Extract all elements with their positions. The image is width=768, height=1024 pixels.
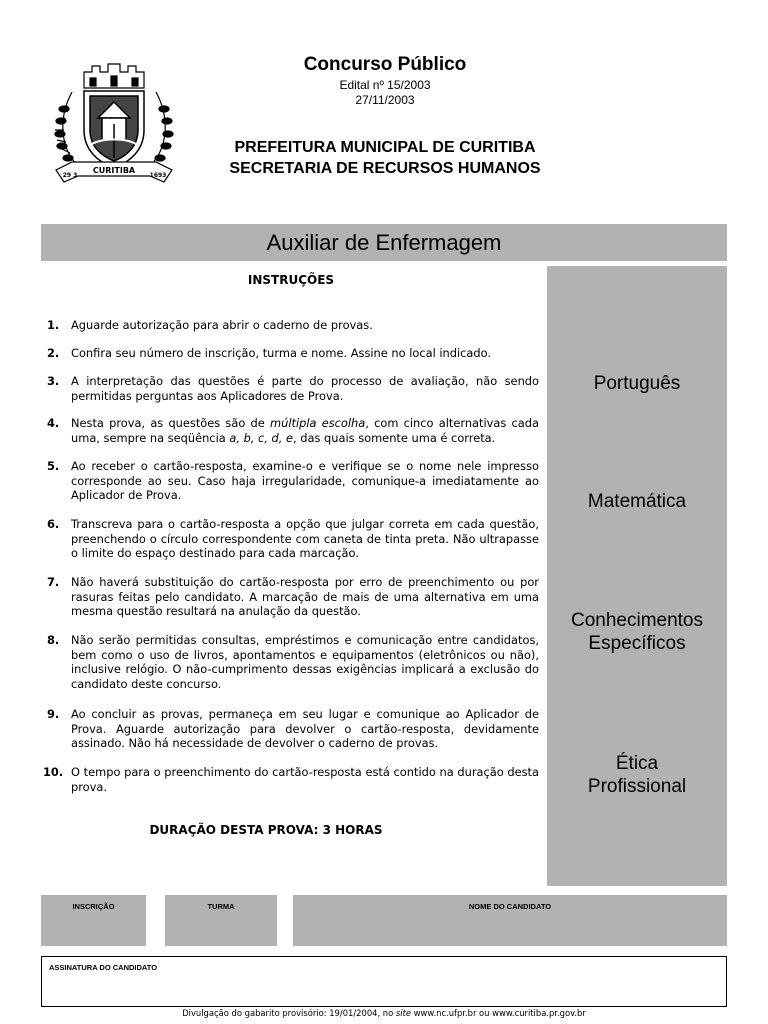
- instruction-number: 9.: [47, 707, 60, 721]
- exam-duration: DURAÇÃO DESTA PROVA: 3 HORAS: [149, 823, 383, 837]
- instruction-number: 8.: [47, 633, 60, 647]
- mural-crown: [84, 64, 144, 88]
- instruction-text-emphasis: a, b, c, d, e: [229, 430, 294, 445]
- organization-line-2: SECRETARIA DE RECURSOS HUMANOS: [229, 160, 541, 177]
- ribbon-text: CURITIBA: [92, 166, 136, 175]
- signature-box[interactable]: [41, 956, 727, 1007]
- instruction-number: 3.: [47, 374, 60, 388]
- instruction-text: Ao receber o cartão-resposta, examine-o e verifique se o nome nele impresso corresponde ao seu. Caso haja irregularidade, comunique-a imediatamente ao Aplicador de Prova.: [71, 459, 539, 502]
- subject-label: Profissional: [587, 776, 687, 797]
- instruction-text: Transcreva para o cartão-resposta a opção que julgar correta em cada questão, preenchendo o círculo correspondente com caneta de tinta preta. Não ultrapasse o limite do espaço destinado para cada marcação.: [71, 517, 539, 560]
- subject-label: Matemática: [587, 491, 687, 512]
- subject-etica-profissional: [547, 752, 727, 798]
- instructions-title: INSTRUÇÕES: [247, 273, 335, 287]
- position-title-banner: Auxiliar de Enfermagem: [41, 224, 727, 261]
- instruction-number: 10.: [43, 765, 64, 779]
- instruction-text-part: Nesta prova, as questões são de: [71, 416, 270, 430]
- subjects-panel: [547, 266, 727, 886]
- instruction-text: O tempo para o preenchimento do cartão-resposta está contido na duração desta prova.: [71, 765, 539, 794]
- instruction-number: 1.: [47, 318, 60, 332]
- subject-matematica: [547, 490, 727, 513]
- organization-line-1: PREFEITURA MUNICIPAL DE CURITIBA: [234, 139, 536, 156]
- edital-number: Edital nº 15/2003: [339, 78, 431, 92]
- instruction-text: Aguarde autorização para abrir o caderno de provas.: [71, 318, 373, 332]
- contest-title: Concurso Público: [303, 54, 467, 75]
- instruction-text: Confira seu número de inscrição, turma e nome. Assine no local indicado.: [71, 346, 492, 360]
- subject-conhecimentos-especificos: [547, 609, 727, 655]
- instruction-text-emphasis: múltipla escolha: [270, 416, 366, 430]
- instruction-number: 5.: [47, 459, 60, 473]
- footer-notice: [41, 1008, 727, 1018]
- laurel-left: [55, 92, 78, 166]
- instruction-text: Ao concluir as provas, permaneça em seu lugar e comunique ao Aplicador de Prova. Aguarde autorização para devolver o cartão-resposta, devidamente assinado. Não há necessidade de devolver o caderno de provas.: [71, 707, 539, 750]
- instruction-number: 6.: [47, 517, 60, 531]
- candidate-name-field[interactable]: [293, 895, 727, 946]
- turma-field[interactable]: [165, 895, 277, 946]
- instruction-text: Não haverá substituição do cartão-resposta por erro de preenchimento ou por rasuras feitas pelo candidato. A marcação de mais de uma alternativa em uma mesma questão resultará na anulação da questão.: [71, 575, 539, 618]
- turma-label: TURMA: [207, 902, 235, 911]
- edital-date: 27/11/2003: [355, 93, 415, 107]
- instruction-text: A interpretação das questões é parte do processo de avaliação, não sendo permitidas perguntas aos Aplicadores de Prova.: [71, 374, 539, 403]
- instruction-text-part: , com cinco alternativas cada uma, sempre na seqüência: [71, 416, 539, 445]
- instruction-number: 2.: [47, 346, 60, 360]
- footer-text: www.nc.ufpr.br ou www.curitiba.pr.gov.br: [411, 1008, 586, 1018]
- instruction-text: [71, 416, 539, 445]
- footer-site-word: site: [395, 1008, 412, 1018]
- ribbon-year-right: 1693: [149, 172, 167, 179]
- instruction-number: 4.: [47, 416, 60, 430]
- subject-label: Português: [593, 373, 681, 394]
- subject-portugues: [547, 372, 727, 395]
- ribbon: [56, 162, 172, 182]
- ribbon-year-left: 29 3: [62, 172, 78, 179]
- inscricao-label: INSCRIÇÃO: [72, 902, 115, 911]
- footer-text: Divulgação do gabarito provisório: 19/01/2004, no: [182, 1008, 396, 1018]
- subject-label: Específicos: [588, 633, 686, 654]
- instruction-number: 7.: [47, 575, 60, 589]
- inscricao-field[interactable]: [41, 895, 146, 946]
- instruction-text-part: , das quais somente uma é correta.: [293, 430, 496, 445]
- subject-label: Conhecimentos: [570, 610, 704, 631]
- signature-label: ASSINATURA DO CANDIDATO: [49, 963, 158, 972]
- shield: [84, 91, 144, 168]
- instruction-text: Não serão permitidas consultas, empréstimos e comunicação entre candidatos, bem como o uso de livros, apontamentos e equipamentos (eletrônicos ou não), inclusive relógio. O não-cumprimento dessas exigências implicará a exclusão do candidato deste concurso.: [71, 633, 539, 691]
- curitiba-coat-of-arms: [50, 58, 178, 186]
- candidate-name-label: NOME DO CANDIDATO: [468, 902, 552, 911]
- laurel-right: [150, 92, 173, 166]
- subject-label: Ética: [615, 753, 659, 774]
